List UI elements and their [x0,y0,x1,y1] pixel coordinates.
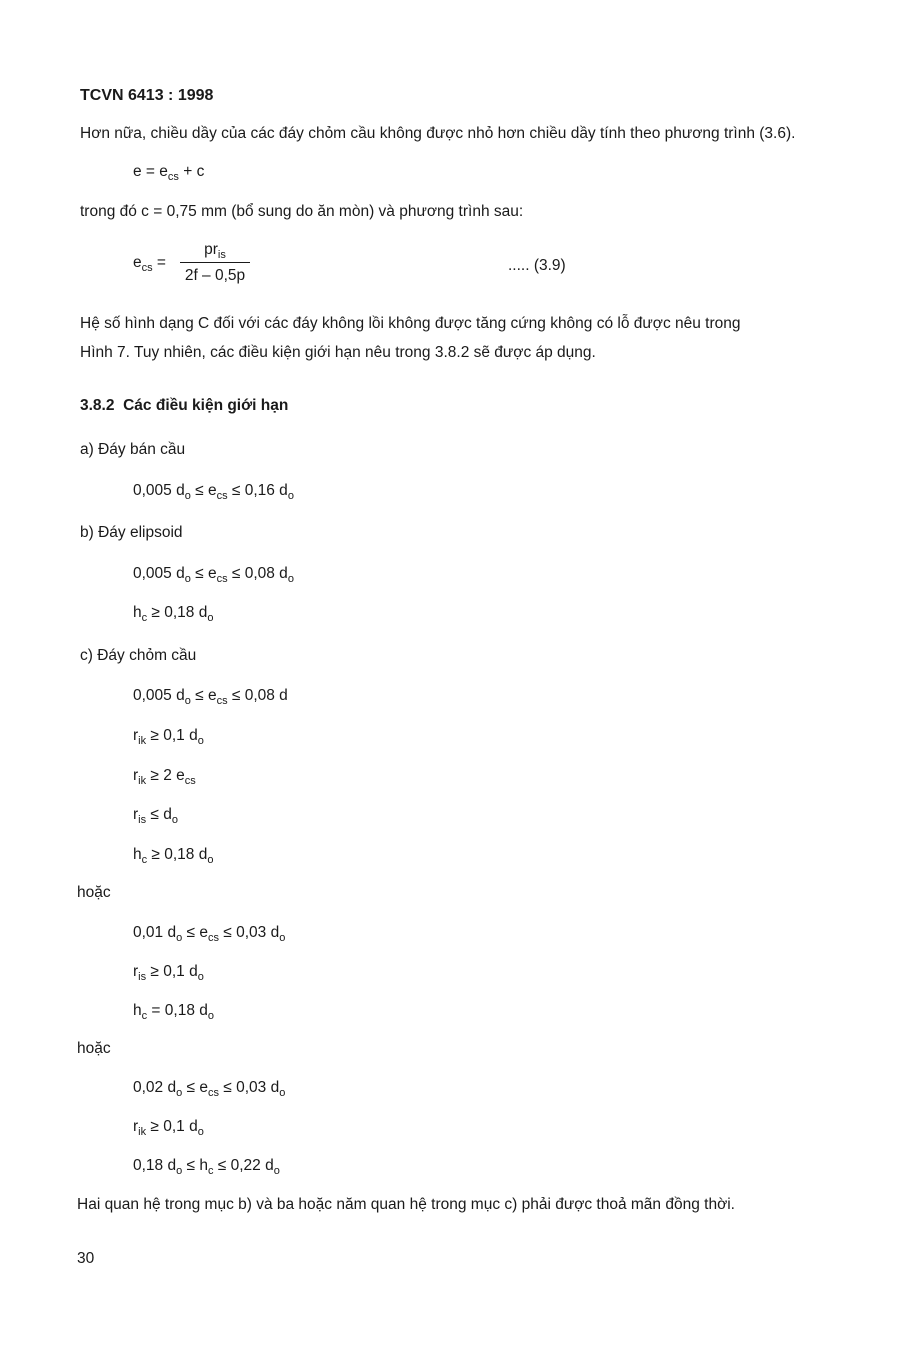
where-clause: trong đó c = 0,75 mm (bổ sung do ăn mòn) và phương trình sau: [80,203,524,220]
section-heading [80,396,288,416]
or1-formula-3: $h_c = 0,18$ $d_o$ [133,1002,215,1022]
item-b-formula-2: $h_c \ge 0,18$ $d_o$ [133,604,214,624]
item-b-label: b) Đáy elipsoid [80,524,183,541]
equation-3-9-label: ..... (3.9) [508,257,566,274]
item-c-label: c) Đáy chỏm cầu [80,647,197,664]
or2-formula-1: 0,02 $d_o \le e_{cs} \le 0,03$ $d_o$ [133,1079,286,1099]
fraction-denominator: 2f – 0,5p [184,267,246,284]
item-b-formula-1: 0,005 $d_o \le e_{cs} \le 0,08$ $d_o$ [133,565,294,585]
item-c-formula-5: $h_c \ge 0,18$ $d_o$ [133,846,214,866]
or-label-2: hoặc [77,1040,111,1057]
page-number: 30 [77,1250,95,1267]
or2-formula-2: $r_{ik} \ge 0,1$ $d_o$ [133,1118,204,1138]
intro-paragraph: Hơn nữa, chiều dầy của các đáy chỏm cầu không được nhỏ hơn chiều dầy tính theo phương trình (3.6). [80,125,796,142]
standard-header: TCVN 6413 : 1998 [80,87,214,104]
item-a-formula-1: 0,005 $d_o \le e_{cs} \le 0,16$ $d_o$ [133,482,294,502]
section-number: 3.8.2 [80,397,115,414]
equation-3-9-lhs: $e_{cs}$ = [133,254,166,274]
equation-3-9-fraction [180,240,250,286]
or2-formula-3: 0,18 $d_o \le h_c \le 0,22$ $d_o$ [133,1157,280,1177]
or1-formula-1: 0,01 $d_o \le e_{cs} \le 0,03$ $d_o$ [133,924,286,944]
equation-e: $e = e_{cs} + c$ [133,163,205,183]
fraction-bar [180,262,250,263]
item-c-formula-2: $r_{ik} \ge 0,1$ $d_o$ [133,727,204,747]
item-a-label: a) Đáy bán cầu [80,441,186,458]
or1-formula-2: $r_{is} \ge 0,1$ $d_o$ [133,963,204,983]
fraction-numerator: $pr_{is}$ [204,241,226,261]
or-label-1: hoặc [77,884,111,901]
section-title: Các điều kiện giới hạn [123,397,289,414]
item-c-formula-1: 0,005 $d_o \le e_{cs} \le 0,08$ d [133,687,288,707]
item-c-formula-4: $r_{is} \le d_o$ [133,806,178,826]
paragraph-2-line-2: Hình 7. Tuy nhiên, các điều kiện giới hạn nêu trong 3.8.2 sẽ được áp dụng. [80,344,596,361]
paragraph-2-line-1: Hệ số hình dạng C đối với các đáy không lồi không được tăng cứng không có lỗ được nêu trong [80,315,741,332]
item-c-formula-3: $r_{ik} \ge 2$ $e_{cs}$ [133,767,196,787]
conclusion-paragraph: Hai quan hệ trong mục b) và ba hoặc năm quan hệ trong mục c) phải được thoả mãn đồng thời. [77,1196,735,1213]
